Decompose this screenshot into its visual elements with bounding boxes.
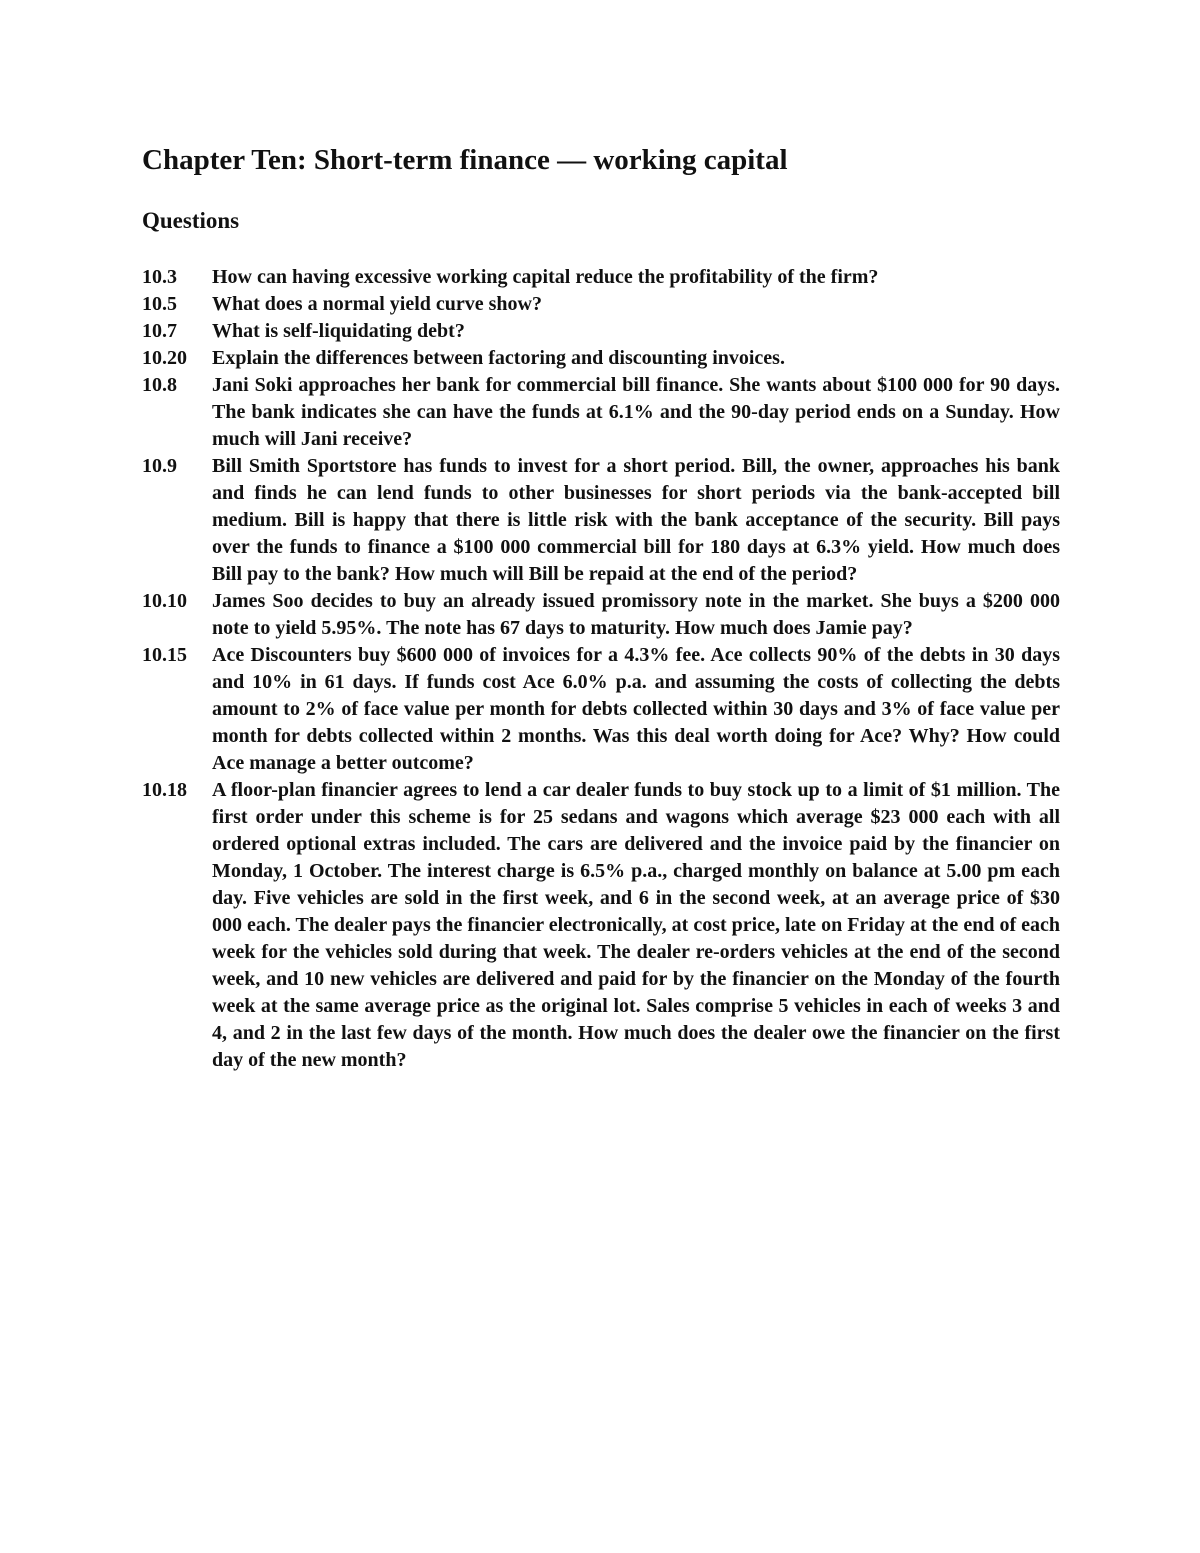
question-text: What does a normal yield curve show? (212, 293, 542, 315)
question-list (142, 264, 1060, 1074)
questions-heading: Questions (142, 208, 240, 233)
question-text: A floor-plan financier agrees to lend a car dealer funds to buy stock up to a limit of $1 million. The first order under this scheme is for 25 sedans and wagons which average $23 000 each with all ordered optional extras included. The cars are delivered and the invoice paid by the financier on Monday, 1 October. The interest charge is 6.5% p.a., charged monthly on balance at 5.00 pm each day. Five vehicles are sold in the first week, and 6 in the second week, at an average price of $30 000 each. The dealer pays the financier electronically, at cost price, late on Friday at the end of each week for the vehicles sold during that week. The dealer re-orders vehicles at the end of the second week, and 10 new vehicles are delivered and paid for by the financier on the Monday of the fourth week at the same average price as the original lot. Sales comprise 5 vehicles in each of weeks 3 and 4, and 2 in the last few days of the month. How much does the dealer owe the financier on the first day of the new month? (212, 779, 1060, 1071)
question-text: How can having excessive working capital reduce the profitability of the firm? (212, 266, 879, 288)
question-number: 10.5 (142, 293, 177, 315)
question-10-7 (142, 318, 1060, 345)
question-number: 10.8 (142, 374, 177, 396)
question-10-10 (142, 588, 1060, 642)
question-number: 10.7 (142, 320, 177, 342)
question-10-3 (142, 264, 1060, 291)
question-text: What is self-liquidating debt? (212, 320, 465, 342)
question-number: 10.18 (142, 779, 187, 801)
question-number: 10.20 (142, 347, 187, 369)
question-text: Jani Soki approaches her bank for commercial bill finance. She wants about $100 000 for 90 days. The bank indicates she can have the funds at 6.1% and the 90-day period ends on a Sunday. How much will Jani receive? (212, 374, 1060, 450)
question-number: 10.9 (142, 455, 177, 477)
question-text: James Soo decides to buy an already issued promissory note in the market. She buys a $200 000 note to yield 5.95%. The note has 67 days to maturity. How much does Jamie pay? (212, 590, 1060, 639)
question-number: 10.15 (142, 644, 187, 666)
question-10-8 (142, 372, 1060, 453)
question-text: Explain the differences between factoring and discounting invoices. (212, 347, 785, 369)
question-text: Bill Smith Sportstore has funds to invest for a short period. Bill, the owner, approaches his bank and finds he can lend funds to other businesses for short periods via the bank-accepted bill medium. Bill is happy that there is little risk with the bank acceptance of the security. Bill pays over the funds to finance a $100 000 commercial bill for 180 days at 6.3% yield. How much does Bill pay to the bank? How much will Bill be repaid at the end of the period? (212, 455, 1060, 585)
question-10-20 (142, 345, 1060, 372)
question-10-15 (142, 642, 1060, 777)
question-number: 10.3 (142, 266, 177, 288)
question-number: 10.10 (142, 590, 187, 612)
chapter-title: Chapter Ten: Short-term finance — working capital (142, 144, 788, 176)
question-10-18 (142, 777, 1060, 1074)
question-10-5 (142, 291, 1060, 318)
question-text: Ace Discounters buy $600 000 of invoices for a 4.3% fee. Ace collects 90% of the debts in 30 days and 10% in 61 days. If funds cost Ace 6.0% p.a. and assuming the costs of collecting the debts amount to 2% of face value per month for debts collected within 30 days and 3% of face value per month for debts collected within 2 months. Was this deal worth doing for Ace? Why? How could Ace manage a better outcome? (212, 644, 1060, 774)
question-10-9 (142, 453, 1060, 588)
